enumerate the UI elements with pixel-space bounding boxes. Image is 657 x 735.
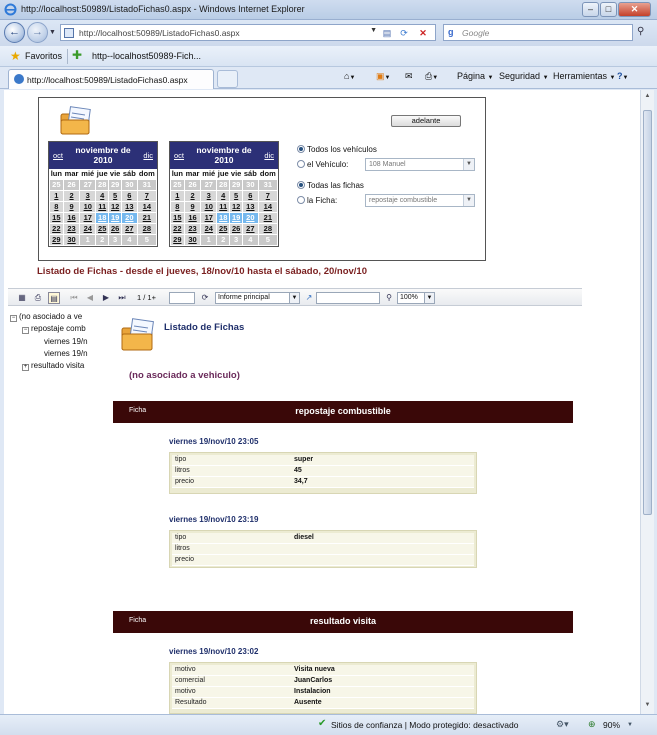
docmap-group-label[interactable]: resultado visita	[31, 361, 85, 370]
collapse-icon[interactable]: −	[11, 315, 16, 321]
calendar-prev-month[interactable]: oct	[174, 151, 185, 160]
feeds-icon[interactable]: ▣▼	[376, 71, 391, 81]
calendar-header	[49, 142, 157, 169]
chevron-down-icon: ▼	[463, 195, 474, 206]
calendar-day[interactable]: 1	[171, 190, 185, 201]
calendar-day[interactable]: 24	[201, 223, 217, 234]
pagina-menu-label: Página	[457, 71, 486, 81]
docmap-group-resultado[interactable]	[22, 361, 84, 371]
page-viewport	[4, 90, 640, 714]
calendar-day[interactable]: 14	[137, 201, 156, 212]
zoom-select[interactable]	[397, 292, 435, 304]
calendar-day[interactable]: 5	[258, 234, 277, 245]
calendar-next-month[interactable]: dic	[264, 151, 274, 160]
trusted-sites-icon: ✔	[318, 718, 327, 729]
calendar-day[interactable]: 23	[184, 223, 201, 234]
ficha-band-value: repostaje combustible	[295, 406, 391, 416]
weekday-label: mié	[202, 169, 216, 179]
calendar-day[interactable]: 17	[201, 212, 217, 223]
calendar-day[interactable]: 7	[258, 190, 277, 201]
weekday-label: lun	[50, 169, 62, 179]
export-format-value: Informe principal	[218, 294, 270, 301]
calendar-to	[169, 141, 279, 247]
calendar-from	[48, 141, 158, 247]
radio-label: la Ficha:	[307, 196, 338, 205]
calendar-day[interactable]: 3	[230, 234, 243, 245]
listado-heading: Listado de Fichas - desde el jueves, 18/nov/10 hasta el sábado, 20/nov/10	[37, 266, 367, 277]
weekday-label: dom	[138, 169, 155, 179]
docmap-item[interactable]: viernes 19/n	[44, 337, 88, 346]
calendar-day[interactable]: 10	[201, 201, 217, 212]
vertical-scrollbar[interactable]	[640, 90, 654, 714]
calendar-day[interactable]: 17	[80, 212, 96, 223]
field-row	[172, 466, 474, 477]
field-row	[172, 687, 474, 698]
calendar-day[interactable]: 11	[96, 201, 109, 212]
field-key: precio	[175, 556, 195, 563]
field-key: litros	[175, 467, 190, 474]
entry-date: viernes 19/nov/10 23:19	[169, 515, 259, 524]
tab-label: http://localhost:50989/ListadoFichas0.aspx	[27, 75, 188, 85]
collapse-icon[interactable]: −	[23, 327, 28, 333]
document-map-icon[interactable]: ▦	[18, 293, 26, 302]
weekday-label: vie	[109, 169, 121, 179]
calendar-day[interactable]: 29	[109, 179, 122, 190]
entry-date: viernes 19/nov/10 23:02	[169, 647, 259, 656]
weekday-label: jue	[217, 169, 229, 179]
calendar-day[interactable]: 3	[201, 190, 217, 201]
pagina-menu[interactable]: Página ▼	[457, 71, 494, 81]
calendar-day[interactable]: 29	[171, 234, 185, 245]
report-title: Listado de Fichas	[164, 322, 245, 333]
filter-panel	[38, 97, 486, 261]
calendar-day[interactable]: 27	[80, 179, 96, 190]
weekday-label: vie	[230, 169, 242, 179]
help-icon[interactable]: ?▼	[617, 71, 629, 81]
previous-page-icon[interactable]: ◀	[86, 293, 94, 302]
field-key: Resultado	[175, 699, 207, 706]
calendar-day[interactable]: 15	[50, 212, 64, 223]
favorite-link[interactable]: http--localhost50989-Fich...	[92, 51, 202, 61]
field-key: precio	[175, 478, 195, 485]
calendar-day[interactable]: 3	[80, 190, 96, 201]
minimize-button[interactable]: –	[582, 2, 599, 17]
weekday-label: mié	[81, 169, 95, 179]
field-value: Ausente	[294, 699, 322, 706]
calendar-next-month[interactable]: dic	[143, 151, 153, 160]
calendar-day-selected[interactable]: 20	[242, 212, 258, 223]
entry-fields	[169, 662, 477, 714]
calendar-day[interactable]: 11	[217, 201, 230, 212]
calendar-day[interactable]: 13	[121, 201, 137, 212]
forward-arrow-icon: →	[32, 26, 43, 38]
field-value: Instalacion	[294, 688, 331, 695]
folder-document-icon	[120, 318, 156, 352]
calendar-day[interactable]: 13	[242, 201, 258, 212]
calendar-day[interactable]: 30	[121, 179, 137, 190]
calendar-day[interactable]: 1	[201, 234, 217, 245]
calendar-day[interactable]: 7	[137, 190, 156, 201]
compatibility-icon[interactable]: ▤	[382, 28, 392, 38]
ficha-band	[113, 401, 573, 423]
calendar-month-title: noviembre de 2010	[75, 145, 131, 165]
title-bar	[0, 0, 657, 20]
favorites-star-icon[interactable]: ★	[10, 49, 21, 63]
export-go-icon[interactable]: ↗	[305, 293, 313, 302]
calendar-day[interactable]: 5	[230, 190, 243, 201]
find-text-input[interactable]	[316, 292, 380, 304]
calendar-grid	[49, 169, 157, 246]
field-value: diesel	[294, 534, 314, 541]
field-row	[172, 533, 474, 544]
docmap-root-label[interactable]: (no asociado a ve	[19, 312, 83, 321]
calendar-day[interactable]: 4	[121, 234, 137, 245]
docmap-group-label[interactable]: repostaje comb	[31, 324, 86, 333]
calendar-day[interactable]: 25	[171, 179, 185, 190]
expand-icon[interactable]: +	[23, 364, 28, 370]
last-page-icon[interactable]: ⏭	[118, 293, 126, 302]
calendar-day[interactable]: 30	[63, 234, 80, 245]
docmap-root[interactable]	[10, 312, 82, 322]
calendar-day[interactable]: 28	[137, 223, 156, 234]
calendar-day[interactable]: 30	[242, 179, 258, 190]
calendar-day[interactable]: 4	[242, 234, 258, 245]
calendar-day-selected[interactable]: 19	[230, 212, 243, 223]
chevron-down-icon: ▼	[463, 159, 474, 170]
scrollbar-thumb[interactable]	[643, 110, 652, 515]
weekday-label: lun	[171, 169, 183, 179]
ficha-select[interactable]	[365, 194, 475, 207]
field-value: JuanCarlos	[294, 677, 333, 684]
calendar-day[interactable]: 27	[121, 223, 137, 234]
calendar-day[interactable]: 29	[230, 179, 243, 190]
radio-label: Todos los vehículos	[307, 145, 377, 154]
history-dropdown-icon[interactable]: ▼	[49, 29, 56, 36]
calendar-day[interactable]: 16	[184, 212, 201, 223]
security-zone-status[interactable]: Sitios de confianza | Modo protegido: desactivado	[331, 720, 519, 730]
print-icon[interactable]: ⎙▼	[425, 71, 439, 81]
folder-document-icon	[59, 106, 93, 136]
export-format-select[interactable]	[215, 292, 300, 304]
herramientas-menu-label: Herramientas	[553, 71, 608, 81]
first-page-icon[interactable]: ⏮	[70, 293, 78, 302]
field-row	[172, 455, 474, 466]
calendar-day[interactable]: 5	[109, 190, 122, 201]
calendar-day[interactable]: 26	[63, 179, 80, 190]
calendar-day[interactable]: 6	[121, 190, 137, 201]
field-key: litros	[175, 545, 190, 552]
weekday-label: dom	[259, 169, 276, 179]
internet-explorer-icon	[14, 74, 24, 84]
search-placeholder: Google	[462, 28, 490, 38]
field-value: 45	[294, 467, 302, 474]
calendar-day[interactable]: 5	[137, 234, 156, 245]
radio-button[interactable]	[297, 160, 305, 168]
tab-listado-fichas[interactable]	[8, 69, 214, 89]
seguridad-menu-label: Seguridad	[499, 71, 541, 81]
radio-button-checked[interactable]	[297, 145, 305, 153]
url-text[interactable]: http://localhost:50989/ListadoFichas0.aspx	[79, 28, 240, 38]
calendar-day[interactable]: 12	[230, 201, 243, 212]
calendar-prev-month[interactable]: oct	[53, 151, 64, 160]
calendar-day[interactable]: 24	[80, 223, 96, 234]
calendar-day[interactable]: 12	[109, 201, 122, 212]
add-favorite-icon[interactable]: ✚	[72, 48, 83, 62]
calendar-day[interactable]: 26	[230, 223, 243, 234]
field-row	[172, 555, 474, 566]
page-indicator: 1 / 1+	[137, 293, 156, 302]
calendar-day[interactable]: 3	[109, 234, 122, 245]
entry-date: viernes 19/nov/10 23:05	[169, 437, 259, 446]
calendar-day[interactable]: 31	[258, 179, 277, 190]
refresh-report-icon[interactable]: ⟳	[201, 293, 209, 302]
radio-ficha[interactable]	[297, 196, 337, 205]
calendar-day[interactable]: 4	[217, 190, 230, 201]
refresh-icon[interactable]: ⟳	[400, 28, 408, 38]
field-key: tipo	[175, 456, 187, 463]
calendar-day[interactable]: 9	[63, 201, 80, 212]
calendar-day[interactable]: 26	[184, 179, 201, 190]
window-title: http://localhost:50989/ListadoFichas0.aspx - Windows Internet Explorer	[21, 4, 305, 14]
calendar-day-selected[interactable]: 18	[96, 212, 109, 223]
field-value: super	[294, 456, 314, 463]
next-page-icon[interactable]: ▶	[102, 293, 110, 302]
new-tab-button[interactable]	[217, 70, 238, 88]
ficha-band-label: Ficha	[129, 617, 147, 624]
calendar-day[interactable]: 2	[63, 190, 80, 201]
adelante-button[interactable]: adelante	[391, 115, 461, 127]
calendar-day[interactable]: 9	[184, 201, 201, 212]
report-toolbar	[8, 288, 582, 306]
calendar-day[interactable]: 4	[96, 190, 109, 201]
url-field[interactable]	[60, 24, 436, 41]
url-dropdown-icon[interactable]: ▼	[370, 27, 377, 34]
calendar-day[interactable]: 21	[258, 212, 277, 223]
calendar-day[interactable]: 25	[96, 223, 109, 234]
calendar-day[interactable]: 23	[63, 223, 80, 234]
favorites-button[interactable]: Favoritos	[25, 51, 63, 61]
calendar-day[interactable]: 31	[137, 179, 156, 190]
print-icon[interactable]: ⎙	[34, 293, 42, 302]
field-key: motivo	[175, 666, 196, 673]
chevron-down-icon: ▼	[424, 293, 434, 303]
calendar-day[interactable]: 10	[80, 201, 96, 212]
calendar-day[interactable]: 8	[171, 201, 185, 212]
calendar-header	[170, 142, 278, 169]
google-icon: g	[448, 27, 454, 37]
calendar-day[interactable]: 28	[96, 179, 109, 190]
calendar-day[interactable]: 2	[184, 190, 201, 201]
field-key: comercial	[175, 677, 205, 684]
entry-fields	[169, 530, 477, 568]
field-value: Visita nueva	[294, 666, 335, 673]
calendar-day[interactable]: 27	[242, 223, 258, 234]
calendar-day[interactable]: 25	[50, 179, 64, 190]
scroll-down-icon[interactable]: ▼	[644, 702, 651, 708]
radio-todas-fichas[interactable]	[297, 181, 364, 190]
field-key: tipo	[175, 534, 187, 541]
calendar-day[interactable]: 1	[80, 234, 96, 245]
calendar-day[interactable]: 1	[50, 190, 64, 201]
weekday-label: mar	[64, 169, 79, 179]
favorites-bar	[0, 46, 657, 67]
scroll-up-icon[interactable]: ▲	[644, 93, 651, 99]
ficha-band-value: resultado visita	[309, 616, 377, 626]
weekday-label: sáb	[122, 169, 136, 179]
zoom-icon[interactable]: ⊕	[588, 719, 596, 729]
field-key: motivo	[175, 688, 196, 695]
calendar-day[interactable]: 14	[258, 201, 277, 212]
field-row	[172, 698, 474, 709]
status-bar	[0, 714, 657, 735]
calendar-day[interactable]: 16	[63, 212, 80, 223]
calendar-day[interactable]: 6	[242, 190, 258, 201]
zoom-dropdown-icon[interactable]: ▼	[627, 722, 633, 728]
search-field[interactable]	[443, 24, 633, 41]
chevron-down-icon: ▼	[289, 293, 299, 303]
field-row	[172, 477, 474, 488]
radio-button-checked[interactable]	[297, 181, 305, 189]
calendar-day[interactable]: 8	[50, 201, 64, 212]
calendar-day[interactable]: 28	[258, 223, 277, 234]
field-value: 34,7	[294, 478, 308, 485]
calendar-grid	[170, 169, 278, 246]
calendar-day-selected[interactable]: 20	[121, 212, 137, 223]
calendar-day[interactable]: 2	[217, 234, 230, 245]
vehiculo-select-value: 108 Manuel	[369, 161, 406, 168]
home-icon[interactable]: ⌂▼	[344, 71, 356, 81]
weekday-label: sáb	[243, 169, 257, 179]
back-button[interactable]	[4, 22, 25, 43]
search-icon[interactable]: ⚲	[637, 26, 645, 37]
tab-bar	[0, 67, 657, 89]
calendar-day-selected[interactable]: 19	[109, 212, 122, 223]
seguridad-menu[interactable]: Seguridad ▼	[499, 71, 549, 81]
entry-fields	[169, 452, 477, 494]
page-number-input[interactable]	[169, 292, 195, 304]
field-row	[172, 676, 474, 687]
calendar-day[interactable]: 21	[137, 212, 156, 223]
calendar-day[interactable]: 22	[171, 223, 185, 234]
forward-button[interactable]	[27, 22, 48, 43]
back-arrow-icon: ←	[9, 26, 20, 38]
calendar-day[interactable]: 15	[171, 212, 185, 223]
docmap-item[interactable]: viernes 19/n	[44, 349, 88, 358]
report-subtitle: (no asociado a vehiculo)	[129, 370, 240, 381]
export-icon[interactable]: ▤	[48, 292, 60, 304]
weekday-label: mar	[185, 169, 200, 179]
calendar-day-selected[interactable]: 18	[217, 212, 230, 223]
ficha-band	[113, 611, 573, 633]
radio-todos-vehiculos[interactable]	[297, 145, 377, 154]
herramientas-menu[interactable]: Herramientas ▼	[553, 71, 616, 81]
calendar-month-title: noviembre de 2010	[196, 145, 252, 165]
close-window-button[interactable]: ✕	[618, 2, 651, 17]
calendar-day[interactable]: 27	[201, 179, 217, 190]
document-map	[10, 309, 96, 379]
security-icon[interactable]: ⚙▾	[556, 719, 569, 729]
zoom-value: 100%	[400, 294, 418, 301]
weekday-label: jue	[96, 169, 108, 179]
internet-explorer-icon	[4, 3, 17, 16]
radio-button[interactable]	[297, 196, 305, 204]
calendar-day[interactable]: 29	[50, 234, 64, 245]
calendar-day[interactable]: 28	[217, 179, 230, 190]
calendar-day[interactable]: 26	[109, 223, 122, 234]
vehiculo-select[interactable]	[365, 158, 475, 171]
calendar-day[interactable]: 2	[96, 234, 109, 245]
field-row	[172, 544, 474, 555]
divider	[67, 49, 68, 64]
maximize-button[interactable]: □	[600, 2, 617, 17]
ficha-band-label: Ficha	[129, 407, 147, 414]
mail-icon[interactable]: ✉	[405, 71, 413, 81]
ficha-select-value: repostaje combustible	[369, 197, 438, 204]
calendar-day[interactable]: 30	[184, 234, 201, 245]
radio-label: Todas las fichas	[307, 181, 364, 190]
docmap-group-repostaje[interactable]	[22, 324, 86, 334]
calendar-day[interactable]: 25	[217, 223, 230, 234]
zoom-level[interactable]: 90%	[603, 720, 621, 730]
radio-label: el Vehículo:	[307, 160, 349, 169]
radio-vehiculo[interactable]	[297, 160, 348, 169]
page-icon	[64, 28, 74, 38]
stop-icon[interactable]: ✕	[419, 28, 427, 38]
find-icon[interactable]: ⚲	[386, 293, 392, 302]
calendar-day[interactable]: 22	[50, 223, 64, 234]
field-row	[172, 665, 474, 676]
address-bar	[0, 20, 657, 46]
